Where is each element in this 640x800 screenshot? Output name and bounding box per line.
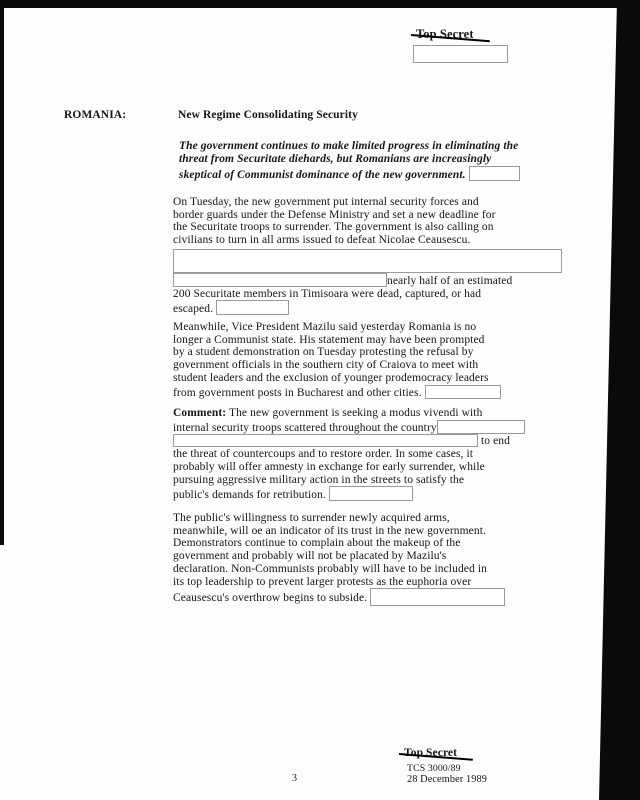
paragraph-line: 200 Securitate members in Timisoara were dead, captured, or had xyxy=(173,287,482,300)
paragraph-line: The public's willingness to surrender newly acquired arms, xyxy=(173,512,450,524)
paragraph-line: On Tuesday, the new government put internal security forces and xyxy=(173,196,479,208)
paragraph-line: its top leadership to prevent larger protests as the euphoria over xyxy=(173,575,472,588)
paragraph xyxy=(173,321,565,399)
redaction-box xyxy=(469,166,520,181)
paragraph xyxy=(173,512,565,606)
redaction-box xyxy=(329,486,413,501)
paragraph-line: escaped. xyxy=(173,300,565,316)
summary-line: skeptical of Communist dominance of the new government. xyxy=(179,166,567,182)
redaction-box xyxy=(173,273,387,287)
paragraph-line: longer a Communist state. His statement may have been prompted xyxy=(173,333,485,346)
paragraph-line: border guards under the Defense Ministry and set a new deadline for xyxy=(173,208,496,221)
redaction-box xyxy=(173,249,562,273)
paragraph-line: Comment: The new government is seeking a modus vivendi with xyxy=(173,407,483,419)
paragraph-line: student leaders and the exclusion of younger prodemocracy leaders xyxy=(173,371,489,384)
summary-line: threat from Securitate diehards, but Romanians are increasingly xyxy=(179,153,492,166)
paragraph-line: the threat of countercoups and to restore order. In some cases, it xyxy=(173,448,474,461)
country-label: ROMANIA: xyxy=(64,109,127,121)
paragraph-line: by a student demonstration on Tuesday protesting the refusal by xyxy=(173,346,474,359)
comment-label: Comment: xyxy=(173,407,227,419)
paragraph-line: Ceausescu's overthrow begins to subside. xyxy=(173,588,565,606)
page-number: 3 xyxy=(292,773,298,784)
paragraph-line: government and probably will not be placated by Mazilu's xyxy=(173,550,447,563)
redaction-box xyxy=(216,300,289,315)
redaction-box xyxy=(370,588,505,606)
document-date: 28 December 1989 xyxy=(407,774,487,785)
summary-paragraph xyxy=(179,140,567,183)
paragraph xyxy=(173,196,565,316)
comment-paragraph xyxy=(173,407,565,502)
paragraph-line: civilians to turn in all arms issued to defeat Nicolae Ceausescu. xyxy=(173,234,471,247)
paragraph-line: declaration. Non-Communists probably will have to be included in xyxy=(173,562,487,575)
paragraph-line: probably will offer amnesty in exchange for early surrender, while xyxy=(173,460,485,473)
redaction-box xyxy=(413,45,508,63)
paragraph-line: from government posts in Bucharest and other cities. xyxy=(173,385,565,400)
document-number: TCS 3000/89 xyxy=(407,763,461,774)
scan-edge-top xyxy=(0,0,640,8)
paragraph-line: meanwhile, will oe an indicator of its trust in the new government. xyxy=(173,524,486,537)
paragraph-line: to end xyxy=(173,434,565,448)
redaction-box xyxy=(173,434,478,447)
summary-line: The government continues to make limited progress in eliminating the xyxy=(179,140,519,152)
classification-footer: Top Secret xyxy=(404,747,458,759)
paragraph-line: Demonstrators continue to complain about the makeup of the xyxy=(173,537,461,550)
paragraph-line: the Securitate troops to surrender. The government is also calling on xyxy=(173,221,494,234)
scan-edge-left xyxy=(0,0,4,545)
paragraph-line: government officials in the southern city of Craiova to meet with xyxy=(173,359,479,372)
paragraph-line: public's demands for retribution. xyxy=(173,486,565,502)
paragraph-line: nearly half of an estimated xyxy=(173,273,565,288)
paragraph-line: internal security troops scattered throughout the country xyxy=(173,420,565,435)
article-title: New Regime Consolidating Security xyxy=(178,109,358,121)
paragraph-line: Meanwhile, Vice President Mazilu said yesterday Romania is no xyxy=(173,321,477,333)
paragraph-line: pursuing aggressive military action in the streets to satisfy the xyxy=(173,473,465,486)
redaction-box xyxy=(425,385,501,399)
redaction-box xyxy=(437,420,525,434)
classification-header: Top Secret xyxy=(416,27,474,41)
